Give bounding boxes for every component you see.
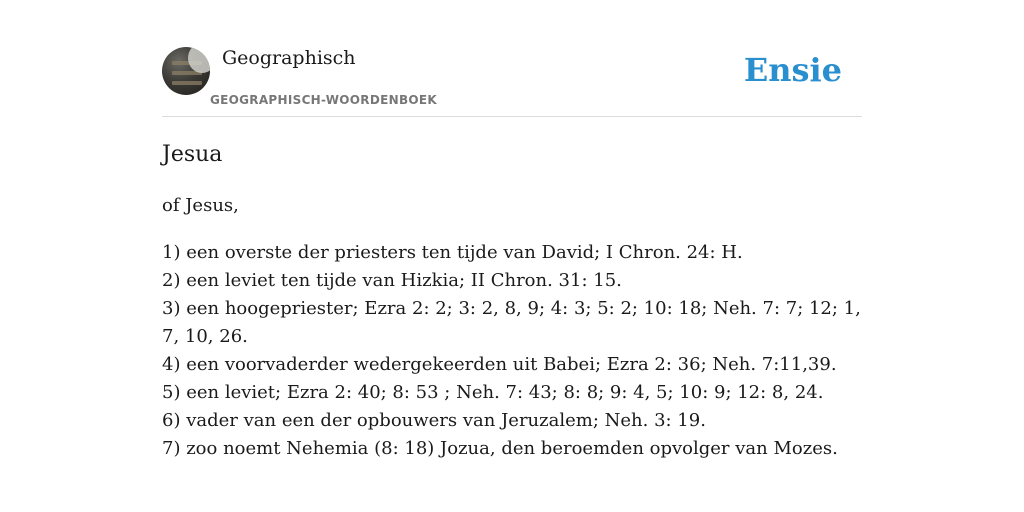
dictionary-avatar[interactable] xyxy=(162,47,210,95)
dictionary-name-link[interactable]: Geographisch xyxy=(222,47,356,69)
definition-item: 7) zoo noemt Nehemia (8: 18) Jozua, den beroemden opvolger van Mozes. xyxy=(162,438,838,459)
definition-item: 2) een leviet ten tijde van Hizkia; II Chron. 31: 15. xyxy=(162,270,622,291)
definition-list xyxy=(162,239,862,463)
entry-title: Jesua xyxy=(162,142,223,167)
entry-intro: of Jesus, xyxy=(162,195,239,216)
definition-item: 4) een voorvaderder wedergekeerden uit Babei; Ezra 2: 36; Neh. 7:11,39. xyxy=(162,354,837,375)
definition-item: 5) een leviet; Ezra 2: 40; 8: 53 ; Neh. 7: 43; 8: 8; 9: 4, 5; 10: 9; 12: 8, 24. xyxy=(162,382,824,403)
definition-item: 6) vader van een der opbouwers van Jeruzalem; Neh. 3: 19. xyxy=(162,410,706,431)
avatar-highlight xyxy=(188,47,210,73)
ensie-logo-link[interactable]: Ensie xyxy=(743,51,842,89)
dictionary-subtitle: GEOGRAPHISCH-WOORDENBOEK xyxy=(210,93,437,107)
header xyxy=(162,0,862,117)
book-spine-decoration xyxy=(172,81,202,85)
definition-item: 3) een hoogepriester; Ezra 2: 2; 3: 2, 8, 9; 4: 3; 5: 2; 10: 18; Neh. 7: 7; 12; 1, 7, 10, 26. xyxy=(162,298,861,347)
page-container xyxy=(162,0,862,512)
definition-item: 1) een overste der priesters ten tijde van David; I Chron. 24: H. xyxy=(162,242,743,263)
